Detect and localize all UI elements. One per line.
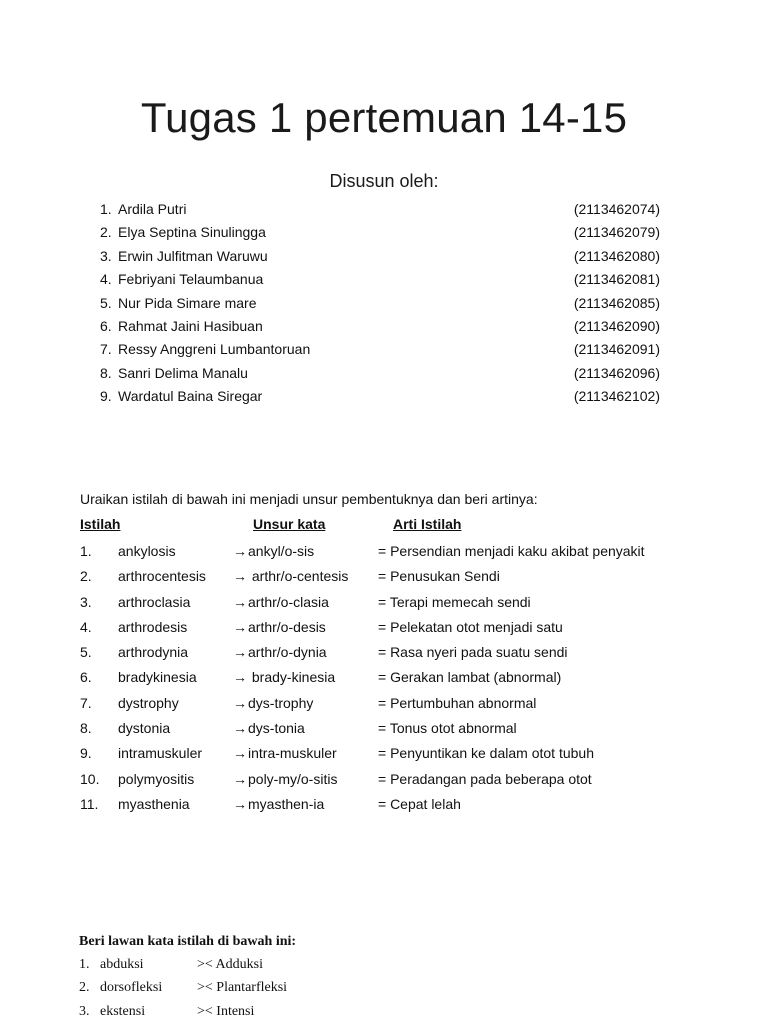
- member-row: [100, 385, 660, 408]
- term-number: 10.: [80, 770, 100, 787]
- member-number: 2.: [100, 224, 112, 241]
- table-row: [80, 565, 720, 590]
- term-name: arthrodesis: [118, 618, 188, 635]
- term-unsur-text: poly-my/o-sitis: [248, 770, 338, 787]
- antonym-opposite: >< Adduksi: [197, 957, 263, 972]
- member-number: 1.: [100, 201, 112, 217]
- term-unsur-kata: [233, 692, 313, 714]
- list-item: [79, 1001, 296, 1024]
- member-id: (2113462079): [573, 224, 660, 241]
- term-name: arthrocentesis: [118, 568, 206, 585]
- member-id: (2113462096): [573, 364, 660, 381]
- table-row: [80, 666, 720, 691]
- member-number: 9.: [100, 388, 112, 405]
- term-number: 11.: [80, 795, 99, 812]
- antonym-number: 1.: [79, 957, 90, 972]
- term-unsur-kata: [233, 591, 329, 613]
- table-row: [80, 742, 720, 767]
- member-row: [100, 221, 660, 244]
- antonym-term: ekstensi: [100, 1003, 146, 1019]
- header-unsur-kata: Unsur kata: [253, 516, 326, 532]
- member-name: Rahmat Jaini Hasibuan: [118, 317, 263, 334]
- term-unsur-text: brady-kinesia: [248, 669, 336, 686]
- member-entry: [100, 315, 263, 338]
- term-arti: = Pelekatan otot menjadi satu: [378, 618, 563, 635]
- member-row: [100, 245, 660, 268]
- document-title: Tugas 1 pertemuan 14-15: [140, 94, 628, 141]
- member-row: [100, 315, 660, 338]
- term-unsur-text: arthr/o-desis: [248, 618, 326, 635]
- term-table-header: [80, 516, 700, 538]
- term-unsur-kata: [233, 540, 314, 562]
- antonym-term: abduksi: [100, 957, 144, 972]
- member-row: [100, 362, 660, 385]
- table-row: [80, 793, 720, 818]
- term-number: 6.: [80, 669, 92, 686]
- header-arti-istilah: Arti Istilah: [393, 516, 462, 532]
- term-unsur-text: myasthen-ia: [248, 795, 325, 812]
- arrow-right-icon: →: [233, 694, 247, 711]
- member-name: Erwin Julfitman Waruwu: [118, 247, 268, 264]
- term-arti: = Rasa nyeri pada suatu sendi: [378, 644, 568, 661]
- antonym-number: 2.: [79, 980, 90, 996]
- member-name: Ressy Anggreni Lumbantoruan: [118, 341, 311, 358]
- term-name: bradykinesia: [118, 669, 197, 686]
- antonym-section: [79, 932, 296, 1024]
- member-id: (2113462081): [573, 271, 660, 288]
- term-unsur-text: arthr/o-clasia: [248, 593, 329, 610]
- member-name: Wardatul Baina Siregar: [118, 388, 263, 405]
- term-arti: = Tonus otot abnormal: [378, 720, 517, 737]
- table-row: [80, 540, 720, 565]
- arrow-right-icon: →: [233, 568, 247, 585]
- term-unsur-kata: [233, 641, 327, 663]
- member-number: 5.: [100, 294, 112, 311]
- member-entry: [100, 268, 263, 291]
- member-id: (2113462102): [573, 388, 660, 405]
- term-arti: = Penyuntikan ke dalam otot tubuh: [378, 745, 594, 762]
- member-entry: [100, 292, 257, 315]
- term-name: ankylosis: [118, 543, 176, 559]
- member-id: (2113462085): [573, 294, 660, 311]
- list-item: [79, 954, 296, 977]
- table-row: [80, 591, 720, 616]
- term-arti: = Persendian menjadi kaku akibat penyakit: [378, 543, 645, 559]
- list-item: [79, 977, 296, 1000]
- table-row: [80, 616, 720, 641]
- member-id: (2113462090): [573, 317, 660, 334]
- antonym-opposite: >< Plantarfleksi: [197, 980, 288, 996]
- table-row: [80, 717, 720, 742]
- term-name: dystonia: [118, 720, 171, 737]
- arrow-right-icon: →: [233, 795, 247, 812]
- member-number: 3.: [100, 247, 112, 264]
- member-id: (2113462091): [573, 341, 660, 358]
- term-number: 7.: [80, 694, 92, 711]
- member-row: [100, 198, 660, 221]
- term-arti: = Terapi memecah sendi: [378, 593, 531, 610]
- term-unsur-text: ankyl/o-sis: [248, 543, 315, 559]
- term-number: 2.: [80, 568, 92, 585]
- term-unsur-text: arthr/o-dynia: [248, 644, 327, 661]
- member-row: [100, 292, 660, 315]
- term-arti: = Penusukan Sendi: [378, 568, 500, 585]
- member-entry: [100, 245, 268, 268]
- term-name: intramuskuler: [118, 745, 203, 762]
- table-row: [80, 768, 720, 793]
- member-name: Nur Pida Simare mare: [118, 294, 257, 311]
- term-number: 8.: [80, 720, 92, 737]
- term-unsur-kata: [233, 717, 305, 739]
- arrow-right-icon: →: [233, 644, 247, 661]
- member-name: Febriyani Telaumbanua: [118, 271, 264, 288]
- table-row: [80, 641, 720, 666]
- term-unsur-kata: [233, 793, 324, 815]
- term-unsur-text: dys-tonia: [248, 720, 305, 737]
- member-row: [100, 268, 660, 291]
- arrow-right-icon: →: [233, 593, 247, 610]
- arrow-right-icon: →: [233, 770, 247, 787]
- antonym-number: 3.: [79, 1003, 90, 1019]
- instruction-text: Uraikan istilah di bawah ini menjadi unsur pembentuknya dan beri artinya:: [80, 491, 538, 507]
- term-arti: = Cepat lelah: [378, 795, 461, 812]
- term-arti: = Pertumbuhan abnormal: [378, 694, 537, 711]
- term-unsur-kata: [233, 742, 337, 764]
- term-number: 1.: [80, 543, 92, 559]
- term-number: 9.: [80, 745, 92, 762]
- arrow-right-icon: →: [233, 720, 247, 737]
- member-list: [100, 198, 660, 409]
- arrow-right-icon: →: [233, 543, 247, 559]
- term-unsur-text: intra-muskuler: [248, 745, 337, 762]
- term-arti: = Peradangan pada beberapa otot: [378, 770, 592, 787]
- member-name: Sanri Delima Manalu: [118, 364, 248, 381]
- member-name: Ardila Putri: [118, 201, 187, 217]
- member-id: (2113462074): [573, 201, 660, 217]
- term-table: [80, 540, 720, 818]
- member-entry: [100, 338, 310, 361]
- member-number: 6.: [100, 317, 112, 334]
- term-unsur-kata: [233, 666, 335, 688]
- term-arti: = Gerakan lambat (abnormal): [378, 669, 562, 686]
- member-name: Elya Septina Sinulingga: [118, 224, 266, 241]
- arrow-right-icon: →: [233, 745, 247, 762]
- term-unsur-kata: [233, 768, 337, 790]
- member-number: 4.: [100, 271, 112, 288]
- arrow-right-icon: →: [233, 618, 247, 635]
- term-unsur-kata: [233, 616, 326, 638]
- header-istilah: Istilah: [80, 516, 121, 532]
- term-unsur-text: arthr/o-centesis: [248, 568, 349, 585]
- table-row: [80, 692, 720, 717]
- member-id: (2113462080): [573, 247, 660, 264]
- term-unsur-text: dys-trophy: [248, 694, 314, 711]
- arrow-right-icon: →: [233, 669, 247, 686]
- term-name: arthrodynia: [118, 644, 189, 661]
- term-number: 3.: [80, 593, 92, 610]
- member-entry: [100, 385, 262, 408]
- member-entry: [100, 198, 186, 221]
- term-unsur-kata: [233, 565, 348, 587]
- member-row: [100, 338, 660, 361]
- antonym-opposite: >< Intensi: [197, 1003, 255, 1019]
- antonym-section-title: Beri lawan kata istilah di bawah ini:: [79, 934, 297, 949]
- antonym-term: dorsofleksi: [100, 980, 163, 996]
- term-number: 4.: [80, 618, 92, 635]
- term-number: 5.: [80, 644, 92, 661]
- member-number: 8.: [100, 364, 112, 381]
- term-name: arthroclasia: [118, 593, 191, 610]
- antonym-list: [79, 954, 296, 1024]
- term-name: myasthenia: [118, 795, 190, 812]
- member-number: 7.: [100, 341, 112, 358]
- member-entry: [100, 362, 248, 385]
- member-entry: [100, 221, 266, 244]
- term-name: dystrophy: [118, 694, 179, 711]
- term-name: polymyositis: [118, 770, 195, 787]
- document-subtitle: Disusun oleh:: [329, 171, 439, 191]
